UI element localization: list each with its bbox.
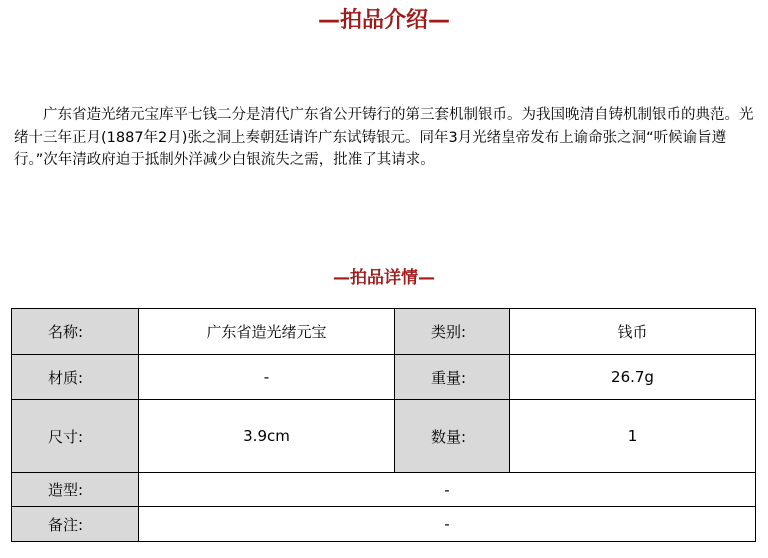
weight-value: 26.7g — [510, 355, 756, 400]
material-value: - — [139, 355, 395, 400]
shape-value: - — [139, 473, 756, 507]
table-row — [12, 400, 756, 473]
size-value: 3.9cm — [139, 400, 395, 473]
remark-label: 备注: — [12, 507, 139, 542]
details-table — [11, 308, 756, 542]
weight-label: 重量: — [395, 355, 510, 400]
table-row — [12, 355, 756, 400]
table-row — [12, 507, 756, 542]
material-label: 材质: — [12, 355, 139, 400]
category-value: 钱币 — [510, 309, 756, 355]
size-label: 尺寸: — [12, 400, 139, 473]
quantity-label: 数量: — [395, 400, 510, 473]
details-section-title: —拍品详情— — [333, 268, 435, 288]
quantity-value: 1 — [510, 400, 756, 473]
table-row — [12, 309, 756, 355]
name-label: 名称: — [12, 309, 139, 355]
intro-paragraph: 广东省造光绪元宝库平七钱二分是清代广东省公开铸行的第三套机制银币。为我国晚清自铸机制银币的典范。光绪十三年正月(1887年2月)张之洞上奏朝廷请许广东试铸银元。同年3月光绪皇帝发布上谕命张之洞“听候谕旨遵行。”次年清政府迫于抵制外洋减少白银流失之需，批准了其请求。 — [14, 107, 754, 168]
intro-section-title: —拍品介绍— — [317, 8, 450, 33]
shape-label: 造型: — [12, 473, 139, 507]
remark-value: - — [139, 507, 756, 542]
category-label: 类别: — [395, 309, 510, 355]
table-row — [12, 473, 756, 507]
name-value: 广东省造光绪元宝 — [139, 309, 395, 355]
